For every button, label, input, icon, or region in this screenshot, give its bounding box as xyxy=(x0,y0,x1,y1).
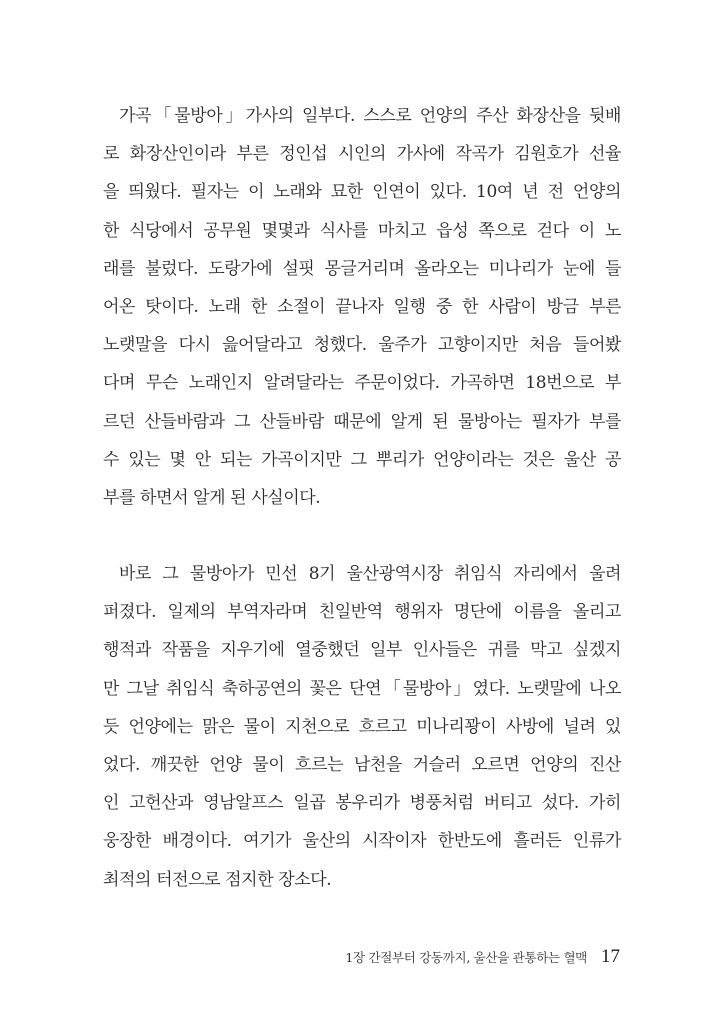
page-number: 17 xyxy=(601,946,620,967)
paragraph-1 xyxy=(103,97,621,517)
text-line: 행적과 작품을 지우기에 열중했던 일부 인사들은 귀를 막고 싶겠지 xyxy=(103,640,621,661)
text-line: 웅장한 배경이다. 여기가 울산의 시작이자 한반도에 흘러든 인류가 xyxy=(103,831,621,852)
paragraph-spacer xyxy=(103,517,621,555)
text-line: 퍼졌다. 일제의 부역자라며 친일반역 행위자 명단에 이름을 올리고 xyxy=(103,602,621,623)
text-line: 었다. 깨끗한 언양 물이 흐르는 남천을 거슬러 오르면 언양의 진산 xyxy=(103,755,621,775)
text-line: 로 화장산인이라 부른 정인섭 시인의 가사에 작곡가 김원호가 선율 xyxy=(103,144,621,165)
text-line: 가곡「물방아」가사의 일부다. 스스로 언양의 주산 화장산을 뒷배 xyxy=(119,106,621,126)
text-line: 최적의 터전으로 점지한 장소다. xyxy=(103,869,332,890)
text-line: 수 있는 몇 안 되는 가곡이지만 그 뿌리가 언양이라는 것은 울산 공 xyxy=(103,449,621,470)
text-line: 다며 무슨 노래인지 알려달라는 주문이었다. 가곡하면 18번으로 부 xyxy=(103,373,621,394)
paragraph-2 xyxy=(103,555,621,899)
body-text xyxy=(103,97,621,899)
text-line: 어온 탓이다. 노래 한 소절이 끝나자 일행 중 한 사람이 방금 부른 xyxy=(103,296,621,317)
text-line: 래를 불렀다. 도랑가에 설핏 몽글거리며 올라오는 미나리가 눈에 들 xyxy=(103,258,621,279)
running-head: 1장 간절부터 강동까지, 울산을 관통하는 혈맥 xyxy=(345,950,587,965)
text-line: 을 띄웠다. 필자는 이 노래와 묘한 인연이 있다. 10여 년 전 언양의 xyxy=(103,182,621,203)
text-line: 듯 언양에는 맑은 물이 지천으로 흐르고 미나리꽝이 사방에 널려 있 xyxy=(103,716,621,737)
page-footer xyxy=(300,946,620,974)
text-line: 르던 산들바람과 그 산들바람 때문에 알게 된 물방아는 필자가 부를 xyxy=(103,411,621,432)
text-line: 만 그날 취임식 축하공연의 꽃은 단연「물방아」였다. 노랫말에 나오 xyxy=(103,678,621,699)
text-line: 인 고헌산과 영남알프스 일곱 봉우리가 병풍처럼 버티고 섰다. 가히 xyxy=(103,793,621,814)
text-line: 부를 하면서 알게 된 사실이다. xyxy=(103,487,321,508)
text-line: 한 식당에서 공무원 몇몇과 식사를 마치고 읍성 쪽으로 걷다 이 노 xyxy=(103,220,621,241)
text-line: 노랫말을 다시 읊어달라고 청했다. 울주가 고향이지만 처음 들어봤 xyxy=(103,335,621,356)
text-line: 바로 그 물방아가 민선 8기 울산광역시장 취임식 자리에서 울려 xyxy=(119,564,621,585)
